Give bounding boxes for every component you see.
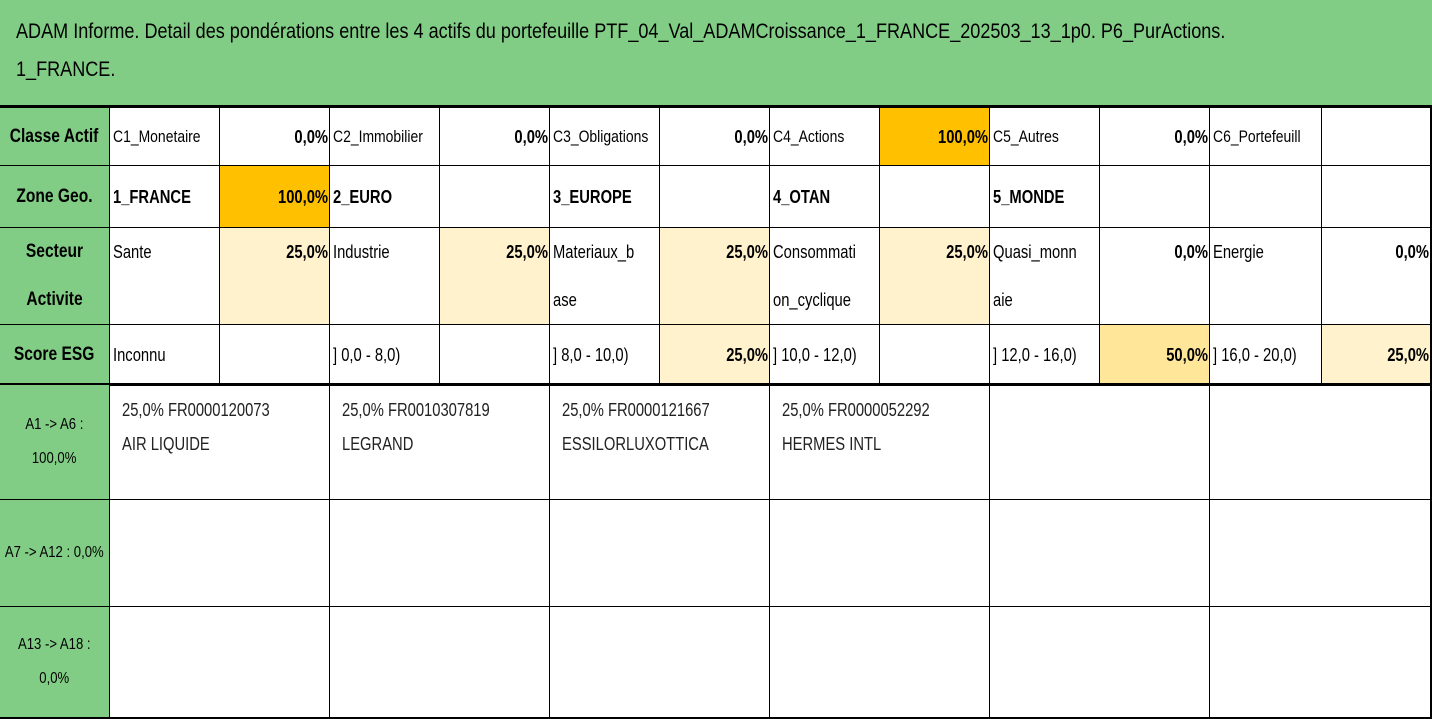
asset-name-3-4 bbox=[782, 649, 952, 683]
score_esg-value-3-text: 25,0% bbox=[726, 345, 768, 365]
asset-id-1-1: 25,0% FR0000120073 bbox=[122, 400, 270, 420]
secteur-value-5 bbox=[1100, 228, 1210, 325]
asset-cell-2-3 bbox=[550, 500, 770, 607]
score_esg-value-6-text: 25,0% bbox=[1387, 345, 1429, 365]
classe_actif-value-5 bbox=[1100, 108, 1210, 166]
classe_actif-name-6-text: C6_Portefeuill bbox=[1213, 127, 1301, 146]
asset-id-2-2 bbox=[342, 508, 512, 542]
asset-cell-3-2 bbox=[330, 607, 550, 718]
secteur-name-1 bbox=[110, 228, 220, 325]
asset-cell-2-5 bbox=[990, 500, 1210, 607]
secteur-name-3-line2: ase bbox=[553, 290, 577, 310]
secteur-name-4 bbox=[770, 228, 880, 325]
score_esg-name-5-text: ] 12,0 - 16,0) bbox=[993, 345, 1077, 365]
asset-group-label-1 bbox=[0, 385, 110, 500]
secteur-value-1-text: 25,0% bbox=[286, 242, 328, 262]
secteur-name-6 bbox=[1210, 228, 1322, 325]
secteur-value-3-text: 25,0% bbox=[726, 242, 768, 262]
secteur-value-1 bbox=[220, 228, 330, 325]
classe_actif-name-6 bbox=[1210, 108, 1322, 166]
asset-id-1-5 bbox=[1002, 393, 1172, 427]
asset-name-2-1 bbox=[122, 542, 292, 576]
score_esg-value-6 bbox=[1322, 325, 1431, 385]
classe_actif-name-2-text: C2_Immobilier bbox=[333, 127, 423, 146]
asset-name-2-6 bbox=[1222, 542, 1393, 576]
classe_actif-label-text: Classe Actif bbox=[10, 126, 99, 147]
asset-name-1-6 bbox=[1222, 427, 1393, 461]
asset-id-1-3: 25,0% FR0000121667 bbox=[562, 400, 710, 420]
zone_geo-value-1 bbox=[220, 166, 330, 228]
asset-name-2-4 bbox=[782, 542, 952, 576]
asset-id-2-1 bbox=[122, 508, 292, 542]
asset-id-1-6 bbox=[1222, 393, 1393, 427]
classe_actif-value-2 bbox=[440, 108, 550, 166]
asset-cell-1-4 bbox=[770, 385, 990, 500]
classe_actif-value-5-text: 0,0% bbox=[1174, 127, 1208, 147]
secteur-name-4-line2: on_cyclique bbox=[773, 290, 851, 310]
asset-group-label-3-line2: 0,0% bbox=[39, 670, 70, 687]
secteur-name-1-line1: Sante bbox=[113, 242, 152, 262]
score_esg-name-2-text: ] 0,0 - 8,0) bbox=[333, 345, 401, 365]
zone_geo-value-5 bbox=[1100, 166, 1210, 228]
zone_geo-label bbox=[0, 166, 110, 228]
classe_actif-value-6 bbox=[1322, 108, 1431, 166]
score_esg-label bbox=[0, 325, 110, 385]
score_esg-name-1-text: Inconnu bbox=[113, 345, 166, 365]
asset-cell-1-5 bbox=[990, 385, 1210, 500]
asset-cell-2-1 bbox=[110, 500, 330, 607]
asset-id-3-4 bbox=[782, 615, 952, 649]
asset-name-2-2 bbox=[342, 542, 512, 576]
zone_geo-name-2-text: 2_EURO bbox=[333, 187, 393, 207]
asset-cell-3-1 bbox=[110, 607, 330, 718]
asset-cell-3-4 bbox=[770, 607, 990, 718]
classe_actif-name-3-text: C3_Obligations bbox=[553, 127, 649, 146]
classe_actif-label bbox=[0, 108, 110, 166]
score_esg-name-6 bbox=[1210, 325, 1322, 385]
asset-cell-1-1 bbox=[110, 385, 330, 500]
asset-name-1-5 bbox=[1002, 427, 1172, 461]
secteur-value-6-text: 0,0% bbox=[1395, 242, 1429, 262]
asset-id-1-2: 25,0% FR0010307819 bbox=[342, 400, 490, 420]
classe_actif-value-2-text: 0,0% bbox=[514, 127, 548, 147]
classe_actif-value-1-text: 0,0% bbox=[294, 127, 328, 147]
asset-name-1-2: LEGRAND bbox=[342, 434, 414, 454]
zone_geo-value-4 bbox=[880, 166, 990, 228]
secteur-name-2 bbox=[330, 228, 440, 325]
asset-cell-3-3 bbox=[550, 607, 770, 718]
asset-name-2-5 bbox=[1002, 542, 1172, 576]
secteur-value-2-text: 25,0% bbox=[506, 242, 548, 262]
secteur-name-5 bbox=[990, 228, 1100, 325]
asset-name-1-3: ESSILORLUXOTTICA bbox=[562, 434, 709, 454]
asset-id-3-1 bbox=[122, 615, 292, 649]
asset-cell-2-6 bbox=[1210, 500, 1431, 607]
asset-group-label-1-line1: A1 -> A6 : bbox=[25, 416, 84, 433]
zone_geo-value-2 bbox=[440, 166, 550, 228]
classe_actif-name-1 bbox=[110, 108, 220, 166]
report-title-line2: 1_FRANCE. bbox=[16, 58, 116, 81]
classe_actif-name-4-text: C4_Actions bbox=[773, 127, 845, 146]
secteur-value-2 bbox=[440, 228, 550, 325]
asset-cell-2-2 bbox=[330, 500, 550, 607]
secteur-name-6-line1: Energie bbox=[1213, 242, 1264, 262]
asset-cell-2-4 bbox=[770, 500, 990, 607]
secteur-name-2-line1: Industrie bbox=[333, 242, 390, 262]
asset-name-3-3 bbox=[562, 649, 732, 683]
asset-cell-1-3 bbox=[550, 385, 770, 500]
zone_geo-name-4-text: 4_OTAN bbox=[773, 187, 831, 207]
zone_geo-name-6 bbox=[1210, 166, 1322, 228]
asset-name-3-2 bbox=[342, 649, 512, 683]
score_esg-value-1 bbox=[220, 325, 330, 385]
zone_geo-name-3 bbox=[550, 166, 660, 228]
secteur-value-4 bbox=[880, 228, 990, 325]
asset-id-3-5 bbox=[1002, 615, 1172, 649]
classe_actif-value-3 bbox=[660, 108, 770, 166]
classe_actif-value-1 bbox=[220, 108, 330, 166]
score_esg-name-3-text: ] 8,0 - 10,0) bbox=[553, 345, 629, 365]
zone_geo-name-1 bbox=[110, 166, 220, 228]
zone_geo-name-2 bbox=[330, 166, 440, 228]
zone_geo-value-1-text: 100,0% bbox=[277, 187, 328, 207]
asset-name-3-6 bbox=[1222, 649, 1393, 683]
asset-cell-1-2 bbox=[330, 385, 550, 500]
asset-name-3-1 bbox=[122, 649, 292, 683]
classe_actif-name-1-text: C1_Monetaire bbox=[113, 127, 201, 146]
report-title bbox=[0, 0, 1432, 108]
asset-id-2-4 bbox=[782, 508, 952, 542]
asset-name-1-1: AIR LIQUIDE bbox=[122, 434, 210, 454]
classe_actif-name-3 bbox=[550, 108, 660, 166]
secteur-value-3 bbox=[660, 228, 770, 325]
asset-group-label-2-line1: A7 -> A12 : 0,0% bbox=[5, 544, 104, 561]
score_esg-label-text: Score ESG bbox=[14, 344, 95, 365]
score_esg-name-4-text: ] 10,0 - 12,0) bbox=[773, 345, 857, 365]
secteur-value-6 bbox=[1322, 228, 1431, 325]
asset-group-label-3-line1: A13 -> A18 : bbox=[18, 636, 91, 653]
score_esg-name-2 bbox=[330, 325, 440, 385]
classe_actif-name-2 bbox=[330, 108, 440, 166]
asset-cell-3-6 bbox=[1210, 607, 1431, 718]
score_esg-name-3 bbox=[550, 325, 660, 385]
asset-id-2-6 bbox=[1222, 508, 1393, 542]
asset-id-2-3 bbox=[562, 508, 732, 542]
secteur-label-line1: Secteur bbox=[25, 241, 84, 262]
score_esg-value-4 bbox=[880, 325, 990, 385]
asset-name-2-3 bbox=[562, 542, 732, 576]
zone_geo-name-5 bbox=[990, 166, 1100, 228]
asset-name-3-5 bbox=[1002, 649, 1172, 683]
secteur-name-3-line1: Materiaux_b bbox=[553, 242, 635, 262]
asset-group-label-1-line2: 100,0% bbox=[32, 450, 77, 467]
asset-id-3-2 bbox=[342, 615, 512, 649]
asset-id-3-6 bbox=[1222, 615, 1393, 649]
classe_actif-value-3-text: 0,0% bbox=[734, 127, 768, 147]
secteur-value-5-text: 0,0% bbox=[1174, 242, 1208, 262]
asset-id-3-3 bbox=[562, 615, 732, 649]
asset-id-2-5 bbox=[1002, 508, 1172, 542]
score_esg-value-5 bbox=[1100, 325, 1210, 385]
secteur-label bbox=[0, 228, 110, 325]
asset-group-label-3 bbox=[0, 607, 110, 718]
asset-cell-3-5 bbox=[990, 607, 1210, 718]
score_esg-name-4 bbox=[770, 325, 880, 385]
score_esg-value-2 bbox=[440, 325, 550, 385]
secteur-value-4-text: 25,0% bbox=[946, 242, 988, 262]
zone_geo-name-4 bbox=[770, 166, 880, 228]
asset-id-1-4: 25,0% FR0000052292 bbox=[782, 400, 930, 420]
zone_geo-name-5-text: 5_MONDE bbox=[993, 187, 1065, 207]
secteur-label-line2: Activite bbox=[26, 289, 83, 310]
secteur-name-4-line1: Consommati bbox=[773, 242, 856, 262]
secteur-name-5-line1: Quasi_monn bbox=[993, 242, 1077, 262]
classe_actif-value-4-text: 100,0% bbox=[937, 127, 988, 147]
score_esg-value-5-text: 50,0% bbox=[1166, 345, 1208, 365]
zone_geo-value-3 bbox=[660, 166, 770, 228]
zone_geo-value-6 bbox=[1322, 166, 1431, 228]
zone_geo-label-text: Zone Geo. bbox=[16, 186, 93, 207]
classe_actif-name-4 bbox=[770, 108, 880, 166]
score_esg-name-5 bbox=[990, 325, 1100, 385]
asset-cell-1-6 bbox=[1210, 385, 1431, 500]
asset-group-label-2 bbox=[0, 500, 110, 607]
score_esg-name-1 bbox=[110, 325, 220, 385]
zone_geo-name-1-text: 1_FRANCE bbox=[113, 187, 191, 207]
zone_geo-name-3-text: 3_EUROPE bbox=[553, 187, 632, 207]
classe_actif-name-5 bbox=[990, 108, 1100, 166]
secteur-name-3 bbox=[550, 228, 660, 325]
report-title-line1: ADAM Informe. Detail des pondérations entre les 4 actifs du portefeuille PTF_04_Val_ADAMCroissance_1_FRANCE_202503_13_1p0. P6_PurActions. bbox=[16, 20, 1226, 43]
asset-name-1-4: HERMES INTL bbox=[782, 434, 882, 454]
score_esg-value-3 bbox=[660, 325, 770, 385]
secteur-name-5-line2: aie bbox=[993, 290, 1013, 310]
classe_actif-name-5-text: C5_Autres bbox=[993, 127, 1059, 146]
classe_actif-value-4 bbox=[880, 108, 990, 166]
score_esg-name-6-text: ] 16,0 - 20,0) bbox=[1213, 345, 1297, 365]
